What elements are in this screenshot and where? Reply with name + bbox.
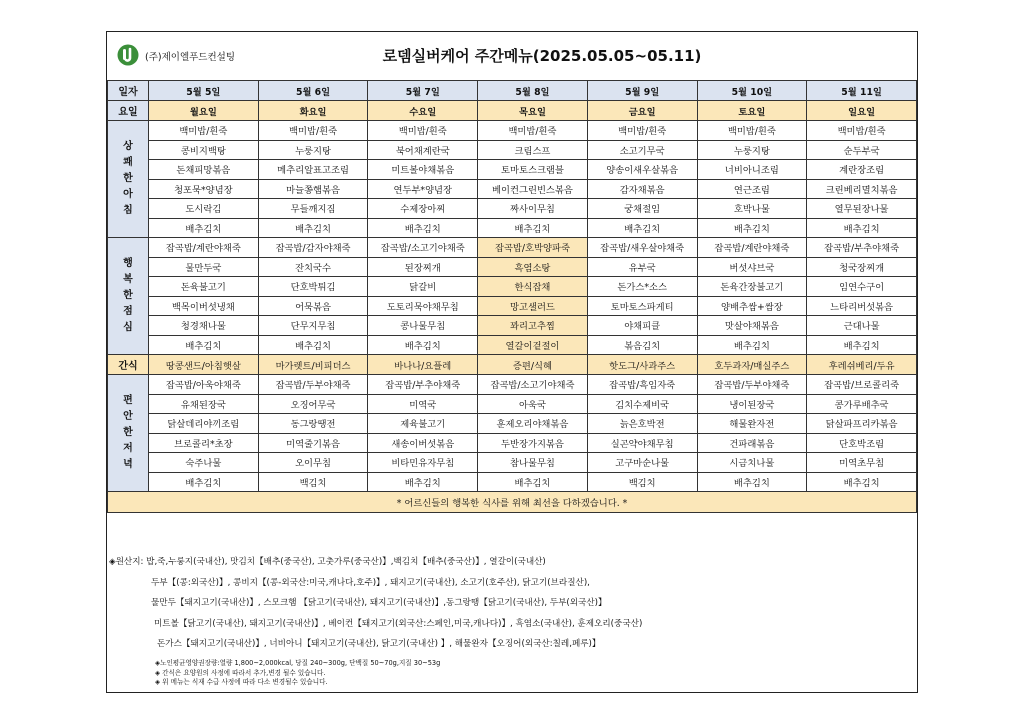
snack-cell: 핫도그/사과주스 xyxy=(587,355,697,375)
footnote-change: ◈ 위 메뉴는 식재 수급 사정에 따라 다소 변경될수 있습니다. xyxy=(155,678,328,686)
menu-item: 배추김치 xyxy=(258,218,368,238)
menu-item: 잡곡밥/부추야채죽 xyxy=(807,238,917,258)
menu-item: 누룽지탕 xyxy=(697,140,807,160)
menu-item: 배추김치 xyxy=(697,335,807,355)
menu-item: 미트볼야채볶음 xyxy=(368,160,478,180)
menu-item: 닭살파프리카볶음 xyxy=(807,414,917,434)
menu-item: 훈제오리야채볶음 xyxy=(478,414,588,434)
menu-item: 배추김치 xyxy=(368,472,478,492)
menu-item: 참나물무침 xyxy=(478,453,588,473)
menu-item: 돈육간장불고기 xyxy=(697,277,807,297)
menu-item: 연두부*양념장 xyxy=(368,179,478,199)
menu-item: 닭살데리야끼조림 xyxy=(149,414,259,434)
menu-item: 잡곡밥/부추야채죽 xyxy=(368,375,478,395)
menu-item: 배추김치 xyxy=(587,218,697,238)
menu-item: 단무지무침 xyxy=(258,316,368,336)
menu-item: 볶음김치 xyxy=(587,335,697,355)
menu-item: 청국장찌개 xyxy=(807,257,917,277)
menu-item: 잡곡밥/감자야채죽 xyxy=(258,238,368,258)
menu-item: 콩가루배추국 xyxy=(807,394,917,414)
menu-item: 배추김치 xyxy=(807,218,917,238)
meal-label-char: 심 xyxy=(123,322,133,333)
menu-item: 배추김치 xyxy=(807,472,917,492)
menu-item: 백김치 xyxy=(258,472,368,492)
meal-label-char: 아 xyxy=(123,189,133,200)
menu-row xyxy=(108,199,917,219)
menu-item: 잡곡밥/호박양파죽 xyxy=(478,238,588,258)
menu-item: 새송이버섯볶음 xyxy=(368,433,478,453)
menu-item: 도시락김 xyxy=(149,199,259,219)
menu-item: 야채피클 xyxy=(587,316,697,336)
menu-item: 잡곡밥/계란야채죽 xyxy=(149,238,259,258)
menu-item: 배추김치 xyxy=(258,335,368,355)
menu-row xyxy=(108,316,917,336)
menu-row xyxy=(108,121,917,141)
menu-row xyxy=(108,453,917,473)
menu-item: 열무된장나물 xyxy=(807,199,917,219)
menu-item: 백미밥/흰죽 xyxy=(149,121,259,141)
menu-row xyxy=(108,160,917,180)
meal-label-char: 행 xyxy=(123,258,133,269)
company-name: (주)제이엘푸드컨설팅 xyxy=(145,52,236,63)
menu-item: 아욱국 xyxy=(478,394,588,414)
menu-item: 배추김치 xyxy=(368,335,478,355)
meal-label-char: 녁 xyxy=(123,459,133,470)
menu-item: 잡곡밥/소고기야채죽 xyxy=(478,375,588,395)
menu-item: 임연수구이 xyxy=(807,277,917,297)
date-cell: 5월 6일 xyxy=(258,81,368,101)
menu-row xyxy=(108,394,917,414)
date-cell: 5월 11일 xyxy=(807,81,917,101)
menu-item: 숙주나물 xyxy=(149,453,259,473)
menu-item: 토마토스크램블 xyxy=(478,160,588,180)
menu-item: 잡곡밥/두부야채죽 xyxy=(258,375,368,395)
menu-item: 콩나물무침 xyxy=(368,316,478,336)
menu-item: 브로콜리*초장 xyxy=(149,433,259,453)
menu-item: 양배추쌈+쌈장 xyxy=(697,296,807,316)
menu-item: 버섯샤브국 xyxy=(697,257,807,277)
menu-item: 소고기무국 xyxy=(587,140,697,160)
menu-item: 근대나물 xyxy=(807,316,917,336)
snack-cell: 바나나/요플레 xyxy=(368,355,478,375)
meal-label xyxy=(108,375,149,492)
menu-item: 느타리버섯볶음 xyxy=(807,296,917,316)
meal-label-char: 한 xyxy=(123,427,133,438)
footnotes xyxy=(155,659,440,688)
menu-row xyxy=(108,335,917,355)
menu-item: 미역초무침 xyxy=(807,453,917,473)
meal-label-char: 저 xyxy=(123,443,133,454)
menu-item: 맛살야채볶음 xyxy=(697,316,807,336)
menu-item: 늙은호박전 xyxy=(587,414,697,434)
menu-item: 건파래볶음 xyxy=(697,433,807,453)
menu-row xyxy=(108,218,917,238)
menu-item: 닭갈비 xyxy=(368,277,478,297)
origin-line: 돈가스【돼지고기(국내산)】, 너비아니【돼지고기(국내산), 닭고기(국내산) 】, 해물완자【오징어(외국산:칠레,페루)】 xyxy=(157,639,601,649)
menu-item: 꽈리고추찜 xyxy=(478,316,588,336)
menu-item: 백미밥/흰죽 xyxy=(258,121,368,141)
menu-row xyxy=(108,179,917,199)
menu-row xyxy=(108,296,917,316)
menu-item: 백미밥/흰죽 xyxy=(807,121,917,141)
menu-item: 고구마순나물 xyxy=(587,453,697,473)
menu-item: 누룽지탕 xyxy=(258,140,368,160)
menu-item: 잡곡밥/계란야채죽 xyxy=(697,238,807,258)
menu-item: 잡곡밥/새우살야채죽 xyxy=(587,238,697,258)
menu-item: 오이무침 xyxy=(258,453,368,473)
menu-item: 동그랑땡전 xyxy=(258,414,368,434)
menu-item: 연근조림 xyxy=(697,179,807,199)
menu-item: 궁채절임 xyxy=(587,199,697,219)
menu-item: 단호박튀김 xyxy=(258,277,368,297)
sheet-header xyxy=(107,32,917,81)
weekly-menu-table xyxy=(107,80,917,513)
menu-item: 잡곡밥/흑임자죽 xyxy=(587,375,697,395)
menu-item: 실곤약야채무침 xyxy=(587,433,697,453)
snack-cell: 마가렛트/비피더스 xyxy=(258,355,368,375)
menu-item: 마늘쫑햄볶음 xyxy=(258,179,368,199)
snack-label: 간식 xyxy=(108,355,149,375)
meal-label-char: 한 xyxy=(123,173,133,184)
menu-item: 미역줄기볶음 xyxy=(258,433,368,453)
menu-row xyxy=(108,414,917,434)
menu-item: 청포묵*양념장 xyxy=(149,179,259,199)
menu-item: 배추김치 xyxy=(697,218,807,238)
menu-item: 잡곡밥/두부야채죽 xyxy=(697,375,807,395)
menu-item: 물만두국 xyxy=(149,257,259,277)
menu-item: 잡곡밥/소고기야채죽 xyxy=(368,238,478,258)
menu-item: 백미밥/흰죽 xyxy=(478,121,588,141)
menu-item: 백미밥/흰죽 xyxy=(587,121,697,141)
menu-item: 양송이새우살볶음 xyxy=(587,160,697,180)
menu-item: 망고샐러드 xyxy=(478,296,588,316)
menu-item: 시금치나물 xyxy=(697,453,807,473)
origin-line: 미트볼【닭고기(국내산), 돼지고기(국내산)】, 베이컨【돼지고기(외국산:스페인,미국,캐나다)】, 흑염소(국내산), 훈제오리(중국산) xyxy=(154,618,643,629)
menu-item: 토마토스파게티 xyxy=(587,296,697,316)
menu-item: 콩비지백탕 xyxy=(149,140,259,160)
menu-item: 도토리묵야채무침 xyxy=(368,296,478,316)
menu-item: 호박나물 xyxy=(697,199,807,219)
snack-cell: 후레쉬베리/두유 xyxy=(807,355,917,375)
meal-label-char: 한 xyxy=(123,290,133,301)
footnote-nutrition: ◈노인평균영양권장량:열량 1,800~2,000kcal, 당질 240~300g, 단백질 50~70g,지질 30~53g xyxy=(155,659,441,667)
meal-label-char: 점 xyxy=(123,306,133,317)
menu-item: 배추김치 xyxy=(478,472,588,492)
menu-row xyxy=(108,433,917,453)
menu-item: 돈가스*소스 xyxy=(587,277,697,297)
meal-label xyxy=(108,238,149,355)
menu-item: 열갈이겉절이 xyxy=(478,335,588,355)
notice-text: * 어르신들의 행복한 식사를 위해 최선을 다하겠습니다. * xyxy=(108,492,917,513)
menu-item: 크림스프 xyxy=(478,140,588,160)
menu-row xyxy=(108,238,917,258)
menu-item: 베이컨그린빈스볶음 xyxy=(478,179,588,199)
day-cell: 월요일 xyxy=(149,101,259,121)
menu-item: 감자채볶음 xyxy=(587,179,697,199)
menu-item: 잡곡밥/아욱야채죽 xyxy=(149,375,259,395)
menu-item: 오징어무국 xyxy=(258,394,368,414)
menu-item: 북어채계란국 xyxy=(368,140,478,160)
menu-row xyxy=(108,277,917,297)
menu-item: 어묵볶음 xyxy=(258,296,368,316)
menu-item: 해물완자전 xyxy=(697,414,807,434)
menu-item: 배추김치 xyxy=(368,218,478,238)
menu-item: 메추리알표고조림 xyxy=(258,160,368,180)
day-label: 요일 xyxy=(108,101,149,121)
menu-item: 백김치 xyxy=(587,472,697,492)
date-label: 일자 xyxy=(108,81,149,101)
snack-cell: 증편/식혜 xyxy=(478,355,588,375)
day-cell: 일요일 xyxy=(807,101,917,121)
day-cell: 금요일 xyxy=(587,101,697,121)
menu-item: 배추김치 xyxy=(807,335,917,355)
origin-info xyxy=(109,552,915,655)
snack-row xyxy=(108,355,917,375)
day-cell: 목요일 xyxy=(478,101,588,121)
menu-item: 유부국 xyxy=(587,257,697,277)
menu-item: 청경채나물 xyxy=(149,316,259,336)
meal-label-char: 쾌 xyxy=(123,157,133,168)
menu-item: 짜사이무침 xyxy=(478,199,588,219)
menu-item: 배추김치 xyxy=(149,472,259,492)
menu-item: 냉이된장국 xyxy=(697,394,807,414)
menu-row xyxy=(108,375,917,395)
menu-item: 백미밥/흰죽 xyxy=(697,121,807,141)
menu-item: 두반장가지볶음 xyxy=(478,433,588,453)
menu-row xyxy=(108,257,917,277)
menu-sheet xyxy=(106,31,918,693)
day-row xyxy=(108,101,917,121)
menu-row xyxy=(108,472,917,492)
day-cell: 수요일 xyxy=(368,101,478,121)
meal-label-char: 상 xyxy=(123,141,133,152)
meal-label-char: 편 xyxy=(123,395,133,406)
menu-item: 배추김치 xyxy=(149,335,259,355)
meal-label xyxy=(108,121,149,238)
menu-item: 너비아니조림 xyxy=(697,160,807,180)
menu-item: 잡곡밥/브로콜리죽 xyxy=(807,375,917,395)
menu-title: 로뎀실버케어 주간메뉴(2025.05.05~05.11) xyxy=(382,47,702,65)
meal-label-char: 안 xyxy=(123,411,133,422)
menu-item: 미역국 xyxy=(368,394,478,414)
date-cell: 5월 9일 xyxy=(587,81,697,101)
menu-item: 배추김치 xyxy=(149,218,259,238)
notice-row xyxy=(108,492,917,513)
menu-item: 단호박조림 xyxy=(807,433,917,453)
menu-item: 계란장조림 xyxy=(807,160,917,180)
date-cell: 5월 5일 xyxy=(149,81,259,101)
menu-item: 백목이버섯냉채 xyxy=(149,296,259,316)
menu-item: 백미밥/흰죽 xyxy=(368,121,478,141)
menu-item: 유채된장국 xyxy=(149,394,259,414)
menu-item: 돈육불고기 xyxy=(149,277,259,297)
origin-line: ◈원산지: 밥,죽,누룽지(국내산), 맛김치【배추(중국산), 고춧가루(중국산)】,백김치【배추(중국산)】, 열갈이(국내산) xyxy=(109,557,546,567)
menu-item: 무들깨지짐 xyxy=(258,199,368,219)
date-cell: 5월 7일 xyxy=(368,81,478,101)
menu-item: 된장찌개 xyxy=(368,257,478,277)
snack-cell: 호두과자/매실주스 xyxy=(697,355,807,375)
menu-item: 흑염소탕 xyxy=(478,257,588,277)
snack-cell: 땅콩샌드/아침햇살 xyxy=(149,355,259,375)
menu-item: 잔치국수 xyxy=(258,257,368,277)
menu-item: 순두부국 xyxy=(807,140,917,160)
menu-item: 수제장아찌 xyxy=(368,199,478,219)
menu-item: 한식잡채 xyxy=(478,277,588,297)
meal-label-char: 침 xyxy=(123,205,133,216)
origin-line: 물만두【돼지고기(국내산)】, 스모크햄 【닭고기(국내산), 돼지고기(국내산)】,동그랑땡【닭고기(국내산), 두부(외국산)】 xyxy=(151,598,607,608)
menu-item: 배추김치 xyxy=(478,218,588,238)
day-cell: 화요일 xyxy=(258,101,368,121)
menu-row xyxy=(108,140,917,160)
menu-item: 크린베리멸치볶음 xyxy=(807,179,917,199)
meal-label-char: 복 xyxy=(123,274,133,285)
origin-line: 두부【(콩:외국산)】, 콩비지【(콩-외국산:미국,캐나다,호주)】, 돼지고기(국내산), 소고기(호주산), 닭고기(브라질산), xyxy=(151,577,590,588)
day-cell: 토요일 xyxy=(697,101,807,121)
date-cell: 5월 8일 xyxy=(478,81,588,101)
menu-item: 제육불고기 xyxy=(368,414,478,434)
date-row xyxy=(108,81,917,101)
footnote-snack: ◈ 간식은 요양원의 사정에 따라서 추가,변경 될수 있습니다. xyxy=(155,668,326,677)
menu-item: 김치수제비국 xyxy=(587,394,697,414)
menu-item: 배추김치 xyxy=(697,472,807,492)
menu-item: 비타민유자무침 xyxy=(368,453,478,473)
date-cell: 5월 10일 xyxy=(697,81,807,101)
menu-item: 돈채피망볶음 xyxy=(149,160,259,180)
